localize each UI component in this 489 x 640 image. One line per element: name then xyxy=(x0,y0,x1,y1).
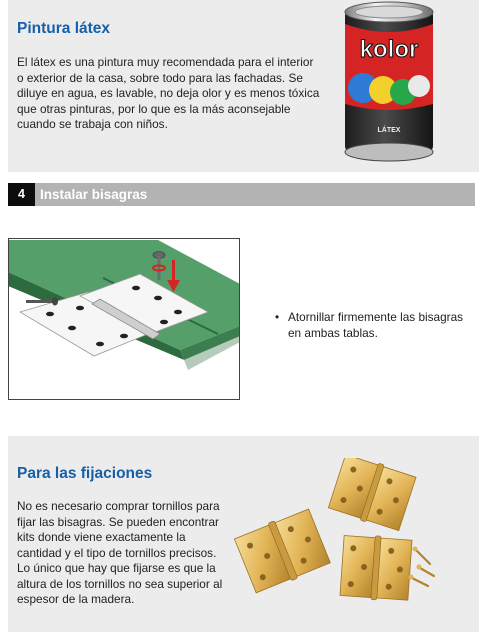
fijaciones-title: Para las fijaciones xyxy=(17,465,153,482)
latex-body: El látex es una pintura muy recomendada para el interior o exterior de la casa, sobre todo para las fachadas. Se diluye en agua, es lavable, no deja olor y es menos tóxica que otras pinturas, por lo que es la más aconsejable cuando se trabaja con niños. xyxy=(17,55,320,131)
paint-can-image xyxy=(333,0,443,172)
hinge-install-diagram xyxy=(8,238,240,400)
step-bullet-item: • Atornillar firmemente las bisagras en ambas tablas. xyxy=(274,310,474,341)
step-title: Instalar bisagras xyxy=(40,187,148,202)
can-label-text: LÁTEX xyxy=(377,127,401,134)
latex-title: Pintura látex xyxy=(17,20,111,37)
latex-panel xyxy=(8,0,479,172)
step-header-bar xyxy=(8,183,475,206)
fijaciones-body: No es necesario comprar tornillos para fijar las bisagras. Se pueden encontrar kits donde viene exactamente la cantidad y el tipo de tornillos precisos. Lo único que hay que fijarse es que la altura de los tornillos no sea superior al espesor de la madera. xyxy=(17,499,223,606)
step-number-badge: 4 xyxy=(8,183,35,206)
can-brand-text: kolor xyxy=(359,36,419,63)
step-bullet-list xyxy=(274,310,474,341)
fijaciones-panel xyxy=(8,436,479,632)
brass-hinges-image xyxy=(230,458,436,604)
